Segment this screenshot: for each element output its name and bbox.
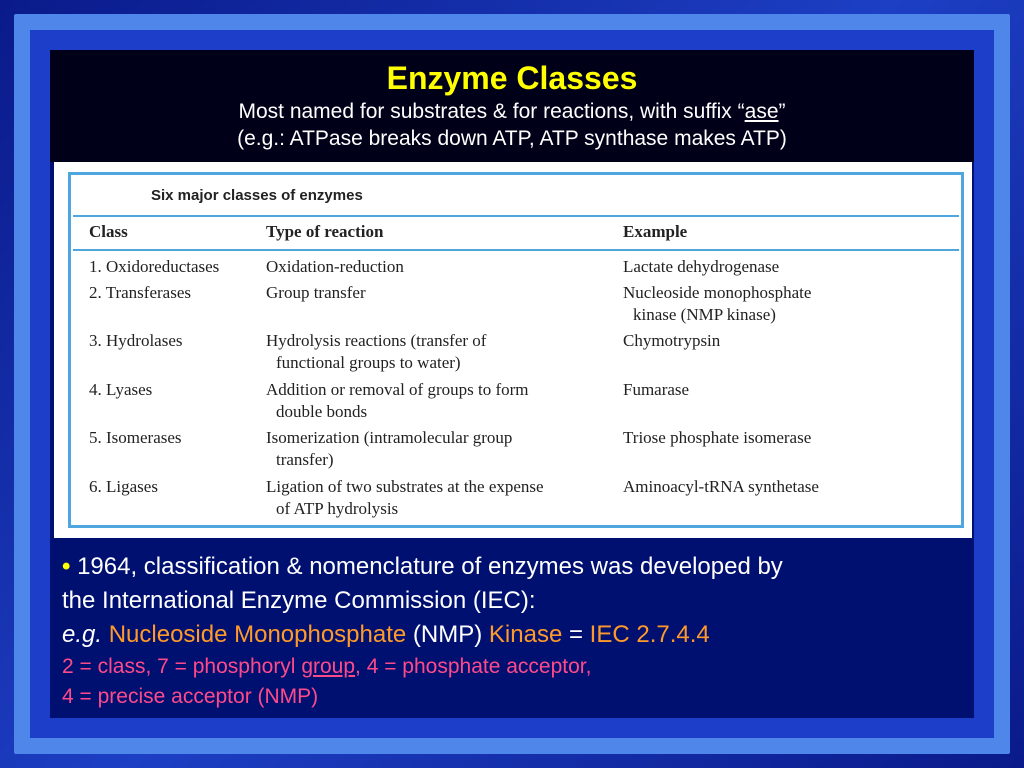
pink-text-1-post: , 4 = phosphate acceptor,: [355, 655, 592, 678]
pink-text-1-pre: 2 = class, 7 = phosphoryl: [62, 655, 302, 678]
slide-title: Enzyme Classes: [386, 60, 638, 96]
table-caption: Six major classes of enzymes: [151, 187, 363, 204]
bullet-line-1: [62, 550, 962, 584]
row-2-example: [623, 282, 811, 326]
row-5-type-line-2: transfer): [276, 450, 334, 469]
row-4-type-line-2: double bonds: [276, 402, 368, 421]
row-6-example: Aminoacyl-tRNA synthetase: [623, 477, 819, 496]
nucleoside-monophosphate-text: Nucleoside Monophosphate: [108, 621, 407, 648]
bullet-line-4: [62, 652, 962, 682]
row-2-example-line-2: kinase (NMP kinase): [633, 305, 776, 324]
row-5-example: Triose phosphate isomerase: [623, 428, 812, 447]
row-3-type: [266, 330, 486, 374]
bullet-line-3: [62, 618, 962, 652]
equals-text: =: [568, 621, 583, 648]
eg-text: e.g.: [62, 621, 103, 648]
row-2-class: 2. Transferases: [89, 283, 191, 302]
row-5-type: [266, 427, 512, 471]
subtitle-underlined: ase: [744, 100, 779, 123]
nmp-text: (NMP): [412, 621, 483, 648]
subtitle-quote-close: ”: [778, 100, 786, 123]
header-class: Class: [89, 222, 128, 241]
row-2-example-line-1: Nucleoside monophosphate: [623, 283, 812, 302]
row-6-class: 6. Ligases: [89, 477, 158, 496]
iec-number-text: IEC 2.7.4.4: [589, 621, 710, 648]
row-5-class: 5. Isomerases: [89, 428, 182, 447]
row-6-type-line-2: of ATP hydrolysis: [276, 499, 399, 518]
header-type: Type of reaction: [266, 222, 384, 241]
kinase-text: Kinase: [488, 621, 563, 648]
table-rule-header: [73, 249, 959, 251]
row-5-type-line-1: Isomerization (intramolecular group: [266, 428, 513, 447]
row-6-type: [266, 476, 544, 520]
enzyme-table: [68, 172, 964, 528]
row-1-class: 1. Oxidoreductases: [89, 257, 220, 276]
title-area: [50, 50, 974, 162]
table-rule-top: [73, 215, 959, 217]
row-1-example: Lactate dehydrogenase: [623, 257, 780, 276]
bullet-text-1: 1964, classification & nomenclature of enzymes was developed by: [77, 553, 783, 580]
bullet-line-2: the International Enzyme Commission (IEC):: [62, 587, 536, 614]
subtitle-line-1: [50, 98, 974, 125]
subtitle-line-2: (e.g.: ATPase breaks down ATP, ATP synthase makes ATP): [237, 127, 787, 150]
bullet-block: [62, 550, 962, 712]
pink-text-1-underlined: group: [301, 655, 356, 678]
row-1-type: Oxidation-reduction: [266, 257, 404, 276]
header-example: Example: [623, 222, 688, 241]
row-3-class: 3. Hydrolases: [89, 331, 183, 350]
subtitle-text: Most named for substrates & for reactions, with suffix “: [238, 100, 745, 123]
bullet-marker: •: [62, 553, 71, 580]
row-6-type-line-1: Ligation of two substrates at the expense: [266, 477, 544, 496]
slide: [50, 50, 974, 718]
row-4-type: [266, 379, 529, 423]
table-panel: [54, 162, 972, 538]
row-3-type-line-2: functional groups to water): [276, 353, 461, 372]
row-2-type: Group transfer: [266, 283, 366, 302]
row-4-type-line-1: Addition or removal of groups to form: [266, 380, 529, 399]
row-4-example: Fumarase: [623, 380, 690, 399]
row-3-example: Chymotrypsin: [623, 331, 721, 350]
row-3-type-line-1: Hydrolysis reactions (transfer of: [266, 331, 487, 350]
bullet-line-5: 4 = precise acceptor (NMP): [62, 685, 319, 708]
row-4-class: 4. Lyases: [89, 380, 153, 399]
